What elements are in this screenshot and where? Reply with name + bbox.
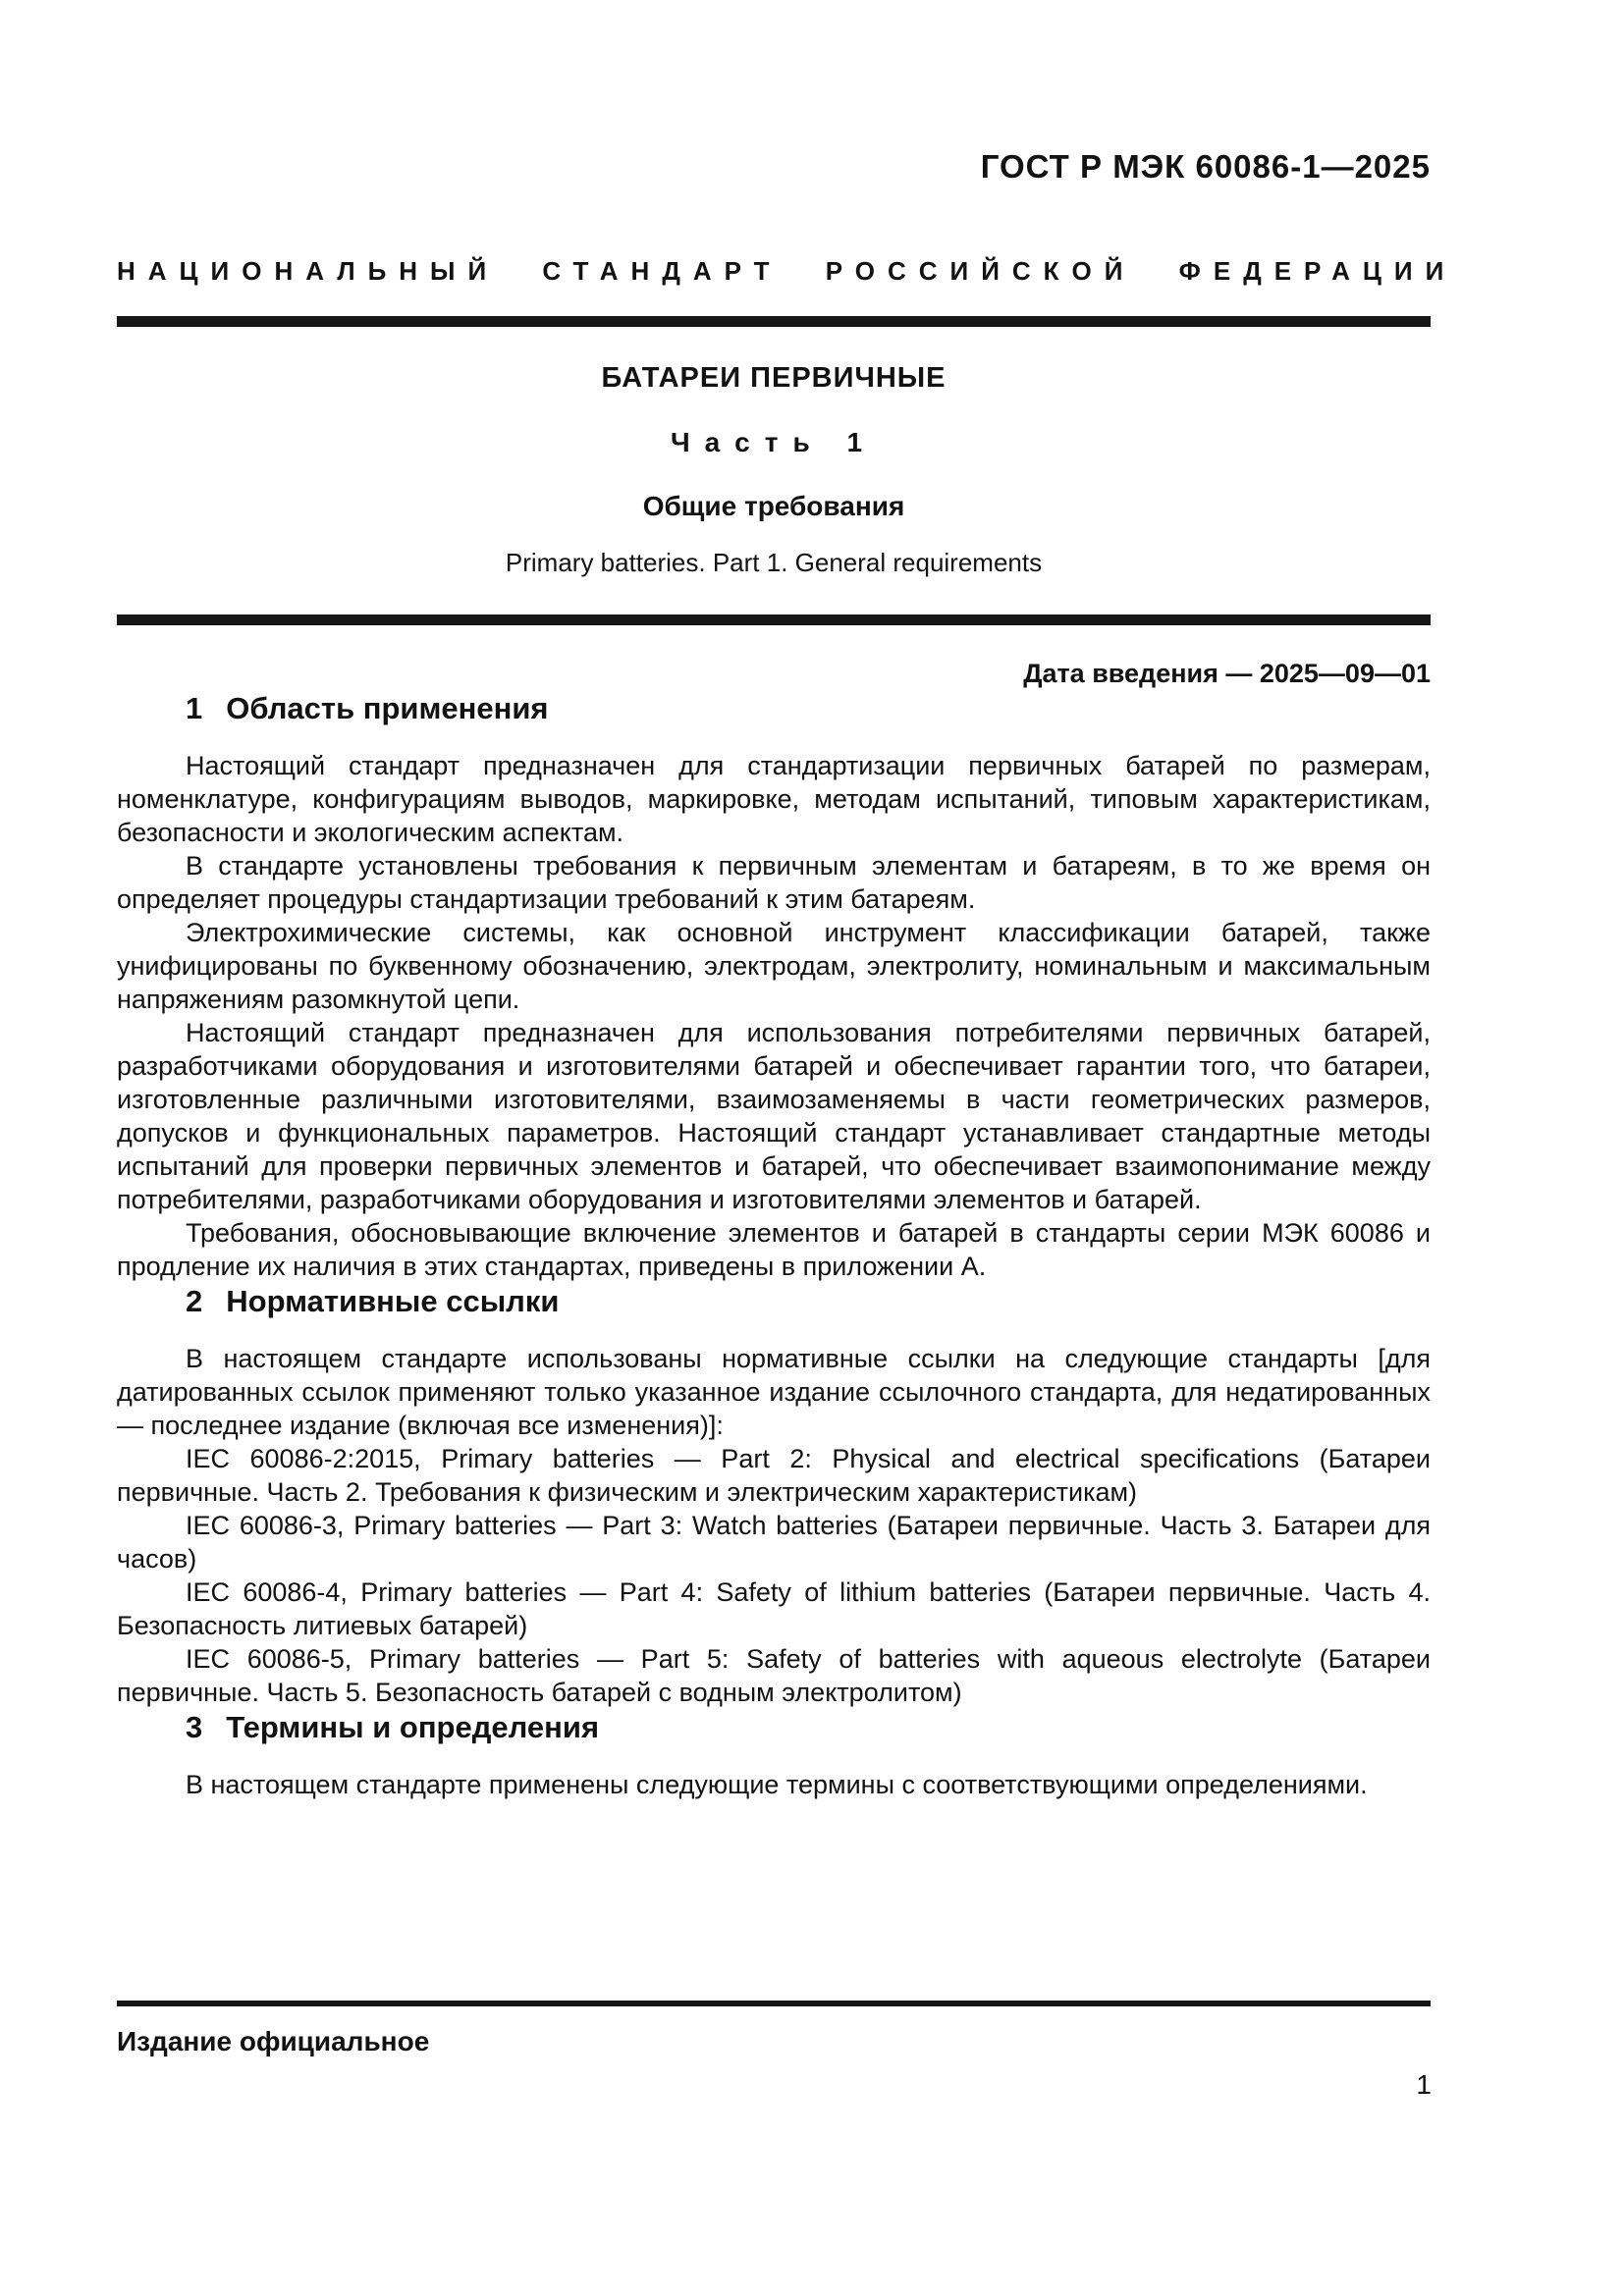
section-3-heading bbox=[117, 1709, 1431, 1746]
document-title: БАТАРЕИ ПЕРВИЧНЫЕ bbox=[601, 362, 947, 394]
official-edition-label: Издание официальное bbox=[117, 2026, 430, 2056]
section-2-heading bbox=[117, 1283, 1431, 1320]
paragraph: Настоящий стандарт предназначен для стандартизации первичных батарей по размерам, номенклатуре, конфигурациям выводов, маркировке, методам испытаний, типовым характеристикам, безопасности и экологическим аспектам. bbox=[117, 751, 1431, 847]
paragraph: Настоящий стандарт предназначен для использования потребителями первичных батарей, разработчиками оборудования и изготовителями батарей и обеспечивает гарантии того, что батареи, изготовленные различными изготовителями, взаимозаменяемы в части геометрических размеров, допусков и функциональных параметров. Настоящий стандарт устанавливает стандартные методы испытаний для проверки первичных элементов и батарей, что обеспечивает взаимопонимание между потребителями, разработчиками оборудования и изготовителями элементов и батарей. bbox=[117, 1018, 1431, 1214]
divider-rule-top bbox=[117, 316, 1431, 327]
section-2-number: 2 bbox=[186, 1284, 203, 1318]
document-subtitle: Общие требования bbox=[642, 491, 905, 521]
section-1-title: Область применения bbox=[226, 691, 549, 725]
document-part: Часть 1 bbox=[670, 427, 878, 457]
section-1-body bbox=[117, 749, 1431, 1283]
footer-divider-rule bbox=[117, 2001, 1431, 2006]
national-standard-heading: НАЦИОНАЛЬНЫЙ СТАНДАРТ РОССИЙСКОЙ ФЕДЕРАЦИИ bbox=[117, 256, 1457, 286]
section-2-title: Нормативные ссылки bbox=[226, 1284, 560, 1318]
page-number: 1 bbox=[1416, 2069, 1432, 2100]
section-3-number: 3 bbox=[186, 1710, 203, 1744]
section-1-heading bbox=[117, 690, 1431, 727]
normative-reference: IEC 60086-4, Primary batteries — Part 4: Safety of lithium batteries (Батареи первичные. Часть 4. Безопасность литиевых батарей) bbox=[117, 1577, 1431, 1640]
divider-rule-title bbox=[117, 614, 1431, 625]
paragraph: Требования, обосновывающие включение элементов и батарей в стандарты серии МЭК 60086 и продление их наличия в этих стандартах, приведены в приложении А. bbox=[117, 1218, 1431, 1281]
normative-reference: IEC 60086-3, Primary batteries — Part 3: Watch batteries (Батареи первичные. Часть 3. Батареи для часов) bbox=[117, 1511, 1431, 1574]
paragraph: Электрохимические системы, как основной инструмент классификации батарей, также унифицированы по буквенному обозначению, электродам, электролиту, номинальным и максимальным напряжениям разомкнутой цепи. bbox=[117, 918, 1431, 1014]
section-1-number: 1 bbox=[186, 691, 203, 725]
paragraph: В стандарте установлены требования к первичным элементам и батареям, в то же время он определяет процедуры стандартизации требований к этим батареям. bbox=[117, 851, 1431, 914]
normative-reference: IEC 60086-2:2015, Primary batteries — Part 2: Physical and electrical specifications (Батареи первичные. Часть 2. Требования к физическим и электрическим характеристикам) bbox=[117, 1444, 1431, 1507]
document-code: ГОСТ Р МЭК 60086-1—2025 bbox=[980, 148, 1431, 185]
title-block bbox=[117, 360, 1431, 579]
normative-reference: IEC 60086-5, Primary batteries — Part 5: Safety of batteries with aqueous electrolyte (Батареи первичные. Часть 5. Безопасность батарей с водным электролитом) bbox=[117, 1644, 1431, 1707]
section-3-body bbox=[117, 1768, 1431, 1801]
paragraph: В настоящем стандарте использованы нормативные ссылки на следующие стандарты [для датированных ссылок применяют только указанное издание ссылочного стандарта, для недатированных — последнее издание (включая все изменения)]: bbox=[117, 1344, 1431, 1440]
effective-date: Дата введения — 2025—09—01 bbox=[1023, 659, 1431, 688]
paragraph: В настоящем стандарте применены следующие термины с соответствующими определениями. bbox=[186, 1770, 1368, 1799]
section-2-body bbox=[117, 1342, 1431, 1709]
page-content bbox=[117, 0, 1457, 1801]
section-3-title: Термины и определения bbox=[226, 1710, 600, 1744]
document-title-english: Primary batteries. Part 1. General requirements bbox=[505, 548, 1043, 577]
